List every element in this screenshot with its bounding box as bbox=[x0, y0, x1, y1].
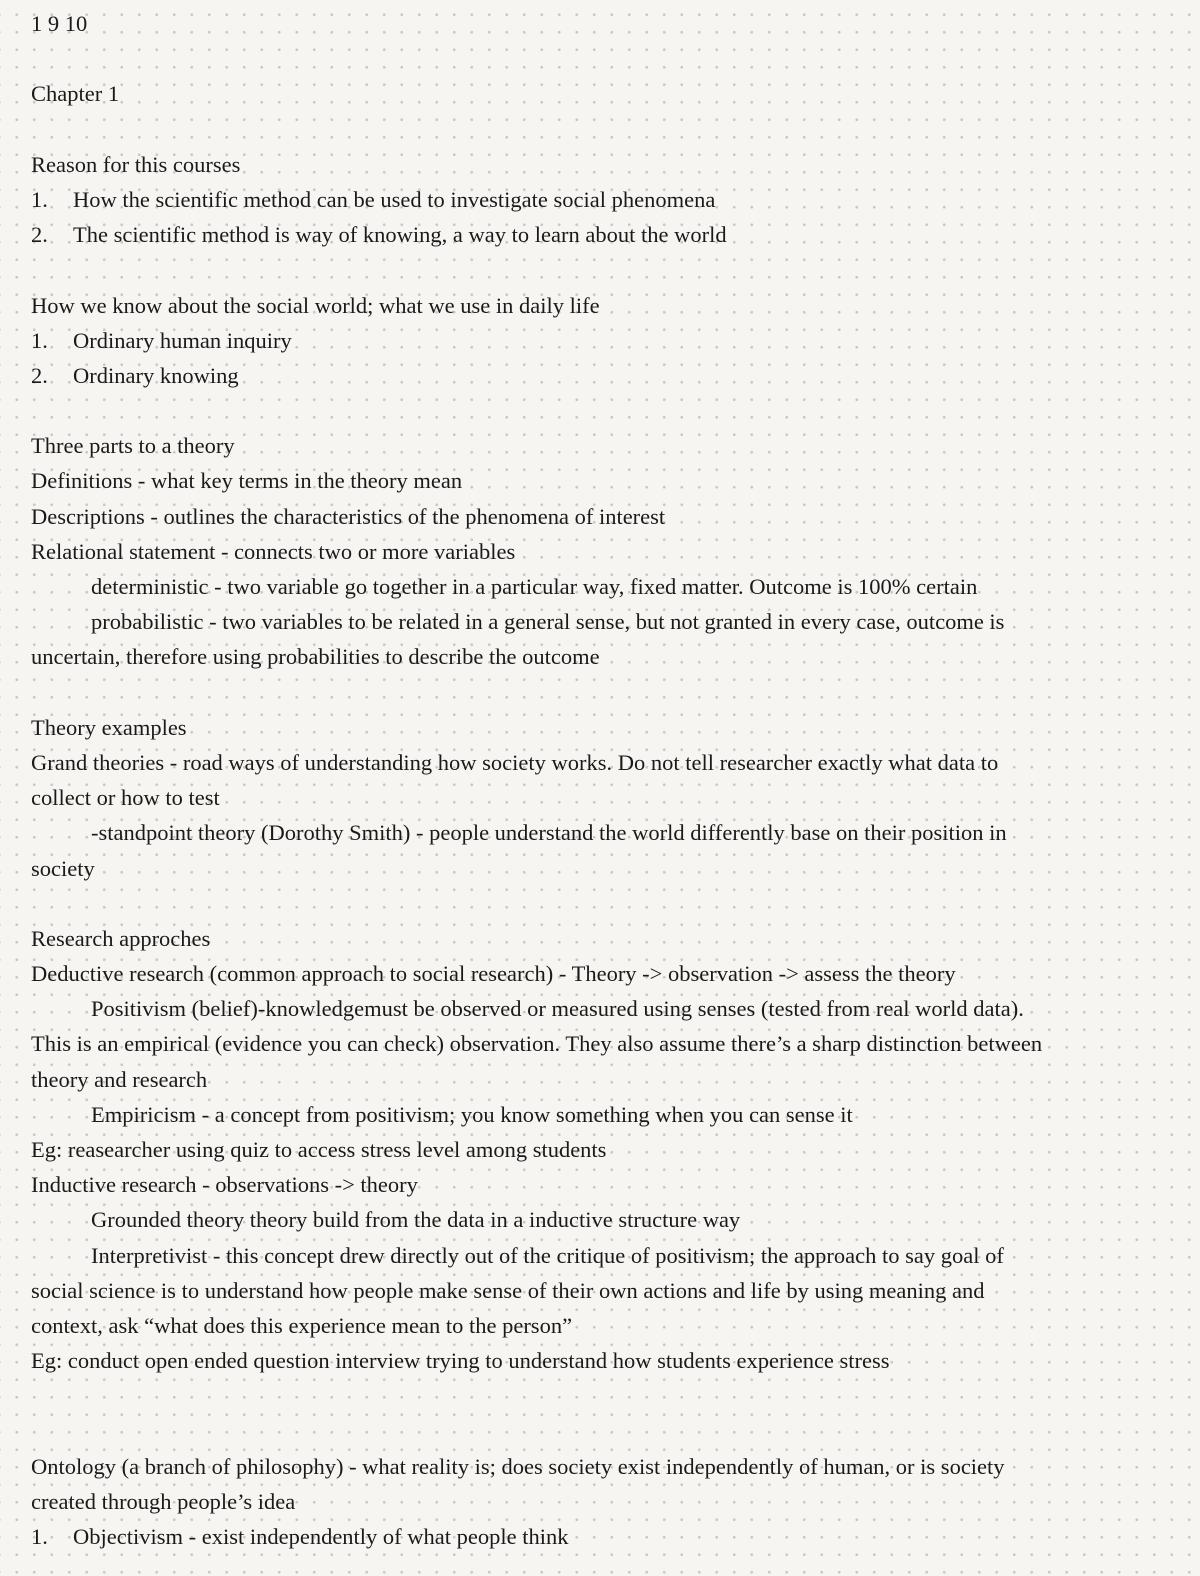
section-heading-approaches: Research approches bbox=[31, 925, 211, 951]
example-line: Eg: reasearcher using quiz to access stress level among students bbox=[31, 1137, 607, 1162]
section-heading-knowing: How we know about the social world; what we use in daily life bbox=[31, 292, 600, 318]
list-item bbox=[31, 182, 1162, 217]
course-code: 1 9 10 bbox=[31, 11, 88, 36]
list-number: 1. bbox=[31, 186, 48, 212]
grand-theories-line-continued: collect or how to test bbox=[31, 785, 220, 811]
blank-line bbox=[31, 886, 1162, 921]
ontology-line: Ontology (a branch of philosophy) - what reality is; does society exist independently of human, or is society bbox=[31, 1453, 1005, 1479]
probabilistic-line-continued: uncertain, therefore using probabilities to describe the outcome bbox=[31, 644, 600, 670]
deterministic-line: deterministic - two variable go together in a particular way, fixed matter. Outcome is 100% certain bbox=[91, 574, 978, 599]
definitions-line: Definitions - what key terms in the theory mean bbox=[31, 468, 463, 494]
positivism-line-continued: This is an empirical (evidence you can check) observation. They also assume there’s a sharp distinction between bbox=[31, 1031, 1043, 1057]
list-item bbox=[31, 323, 1162, 358]
list-item bbox=[31, 358, 1162, 393]
blank-line bbox=[31, 112, 1162, 147]
list-item bbox=[31, 1519, 1162, 1554]
standpoint-theory-line: -standpoint theory (Dorothy Smith) - people understand the world differently base on their position in bbox=[91, 820, 1007, 846]
blank-line bbox=[31, 393, 1162, 428]
grounded-theory-line: Grounded theory theory build from the data in a inductive structure way bbox=[91, 1207, 741, 1233]
example-line: Eg: conduct open ended question interview trying to understand how students experience stress bbox=[31, 1348, 890, 1374]
list-item-text: The scientific method is way of knowing, a way to learn about the world bbox=[73, 222, 727, 248]
standpoint-theory-line-continued: society bbox=[31, 855, 95, 881]
chapter-heading: Chapter 1 bbox=[31, 81, 120, 107]
list-item-text: Objectivism - exist independently of what people think bbox=[73, 1524, 569, 1550]
list-item-text: Ordinary knowing bbox=[73, 362, 239, 388]
empiricism-line: Empiricism - a concept from positivism; you know something when you can sense it bbox=[91, 1101, 853, 1127]
list-number: 2. bbox=[31, 222, 48, 248]
inductive-research-line: Inductive research - observations -> theory bbox=[31, 1172, 418, 1198]
list-number: 1. bbox=[31, 1524, 48, 1550]
section-heading-reasons: Reason for this courses bbox=[31, 151, 241, 177]
blank-line bbox=[31, 41, 1162, 76]
grand-theories-line: Grand theories - road ways of understanding how society works. Do not tell researcher exactly what data to bbox=[31, 749, 999, 775]
section-heading-theory-parts: Three parts to a theory bbox=[31, 433, 235, 459]
interpretivist-line-end: context, ask “what does this experience mean to the person” bbox=[31, 1312, 573, 1338]
relational-statement-line: Relational statement - connects two or more variables bbox=[31, 538, 516, 564]
list-number: 2. bbox=[31, 362, 48, 388]
list-number: 1. bbox=[31, 327, 48, 353]
probabilistic-line: probabilistic - two variables to be related in a general sense, but not granted in every case, outcome is bbox=[91, 609, 1005, 635]
list-item-text: Ordinary human inquiry bbox=[73, 327, 292, 353]
blank-line bbox=[31, 1378, 1162, 1448]
blank-line bbox=[31, 252, 1162, 287]
blank-line bbox=[31, 675, 1162, 710]
positivism-line: Positivism (belief)-knowledgemust be observed or measured using senses (tested from real world data). bbox=[91, 996, 1024, 1022]
list-item-text: How the scientific method can be used to investigate social phenomena bbox=[73, 186, 716, 212]
list-item bbox=[31, 217, 1162, 252]
interpretivist-line-continued: social science is to understand how people make sense of their own actions and life by using meaning and bbox=[31, 1277, 985, 1303]
ontology-line-continued: created through people’s idea bbox=[31, 1488, 296, 1514]
deductive-research-line: Deductive research (common approach to social research) - Theory -> observation -> assess the theory bbox=[31, 961, 956, 987]
positivism-line-end: theory and research bbox=[31, 1066, 208, 1092]
section-heading-theory-examples: Theory examples bbox=[31, 714, 187, 740]
interpretivist-line: Interpretivist - this concept drew directly out of the critique of positivism; the approach to say goal of bbox=[91, 1242, 1004, 1268]
descriptions-line: Descriptions - outlines the characteristics of the phenomena of interest bbox=[31, 503, 666, 529]
